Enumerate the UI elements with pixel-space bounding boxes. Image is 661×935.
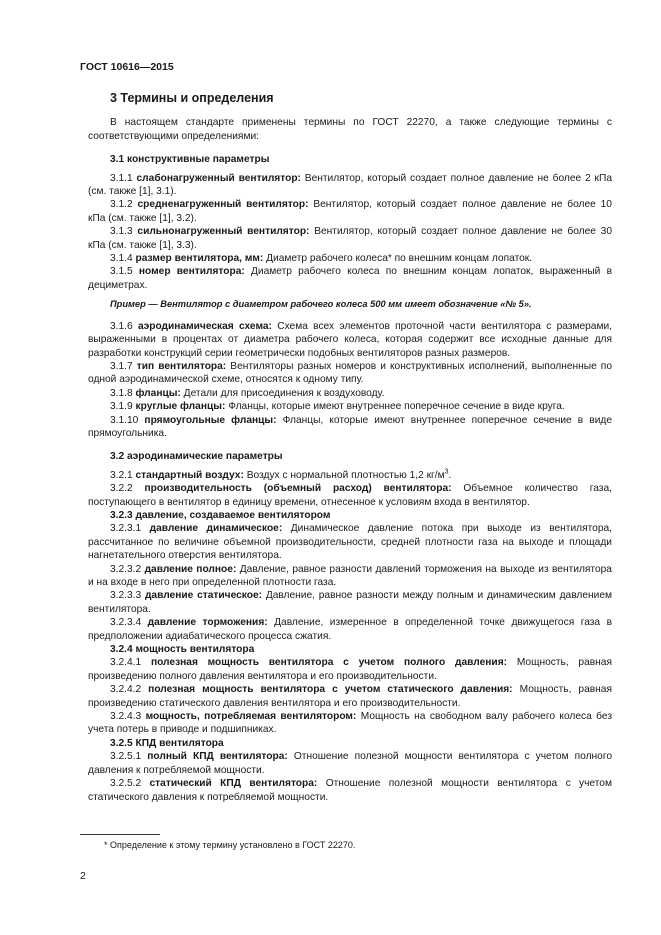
- term-3-2-3-4: 3.2.3.4 давление торможения: Давление, измеренное в определенной точке движущегося газа в предположении адиабатического процесса сжатия.: [88, 617, 612, 642]
- term-3-2-4-3: 3.2.4.3 мощность, потребляемая вентилятором: Мощность на свободном валу рабочего колеса без учета потерь в приводе и подшипниках.: [88, 711, 612, 736]
- section-title: 3 Термины и определения: [110, 91, 274, 105]
- term-3-1-10: 3.1.10 прямоугольные фланцы: Фланцы, которые имеют внутреннее поперечное сечение в виде прямоугольника.: [88, 414, 612, 439]
- term-3-1-9: 3.1.9 круглые фланцы: Фланцы, которые имеют внутреннее поперечное сечение в виде круга.: [110, 401, 565, 413]
- term-3-1-6: 3.1.6 аэродинамическая схема: Схема всех элементов проточной части вентилятора с размерами, выраженными в процентах от диаметра рабочего колеса, которая содержит все исходные данные для разработки конструкций серии геометрически подобных вентиляторов разных размеров.: [88, 320, 612, 359]
- term-3-1-7: 3.1.7 тип вентилятора: Вентиляторы разных номеров и конструктивных исполнений, выполненные по одной аэродинамической схеме, относятся к одному типу.: [88, 360, 612, 386]
- document-body: [88, 92, 612, 804]
- heading-3-2-3: 3.2.3 давление, создаваемое вентилятором: [110, 509, 331, 521]
- term-3-1-1: 3.1.1 слабонагруженный вентилятор: Вентилятор, который создает полное давление не более 2 кПа (см. также [1], 3.1).: [88, 172, 612, 198]
- term-3-2-3-1: 3.2.3.1 давление динамическое: Динамическое давление потока при выходе из вентилятора, рассчитанное по величине объемной производительности, средней плотности газа на выходе и площади нагнетательного отверстия вентилятора.: [88, 523, 612, 562]
- heading-3-2-4: 3.2.4 мощность вентилятора: [110, 644, 255, 656]
- term-3-1-8: 3.1.8 фланцы: Детали для присоединения к воздуховоду.: [110, 387, 385, 399]
- term-3-1-5: 3.1.5 номер вентилятора: Диаметр рабочего колеса по внешним концам лопаток, выраженный в дециметрах.: [88, 266, 612, 291]
- term-3-2-4-1: 3.2.4.1 полезная мощность вентилятора с учетом полного давления: Мощность, равная произведению полного давления вентилятора и его производительности.: [88, 657, 612, 682]
- intro-paragraph: В настоящем стандарте применены термины по ГОСТ 22270, а также следующие термины с соответствующими определениями:: [88, 117, 612, 142]
- term-3-1-3: 3.1.3 сильнонагруженный вентилятор: Вентилятор, который создает полное давление не более 30 кПа (см. также [1], 3.3).: [88, 226, 612, 251]
- subsection-3-2-title: 3.2 аэродинамические параметры: [110, 451, 283, 463]
- term-3-2-2: 3.2.2 производительность (объемный расход) вентилятора: Объемное количество газа, поступающего в вентилятор в единицу времени, отнесенное к условиям входа в вентилятор.: [88, 483, 612, 508]
- heading-3-2-5: 3.2.5 КПД вентилятора: [110, 737, 224, 749]
- term-3-1-2: 3.1.2 средненагруженный вентилятор: Вентилятор, который создает полное давление не более 10 кПа (см. также [1], 3.2).: [88, 199, 612, 224]
- term-3-2-5-1: 3.2.5.1 полный КПД вентилятора: Отношение полезной мощности вентилятора с учетом полного давления к потребляемой мощности.: [88, 751, 612, 776]
- footnote-divider: [80, 834, 160, 835]
- subsection-3-1-title: 3.1 конструктивные параметры: [110, 154, 270, 166]
- footnote: * Определение к этому термину установлено в ГОСТ 22270.: [104, 840, 356, 850]
- page-number: 2: [80, 870, 86, 882]
- term-3-2-3-2: 3.2.3.2 давление полное: Давление, равное разности давлений торможения на выходе из вентилятора и на входе в него при определенной плотности газа.: [88, 563, 612, 588]
- term-3-2-3-3: 3.2.3.3 давление статическое: Давление, равное разности между полным и динамическим давлением вентилятора.: [88, 590, 612, 615]
- document-header: ГОСТ 10616—2015: [80, 61, 174, 73]
- term-3-2-4-2: 3.2.4.2 полезная мощность вентилятора с учетом статического давления: Мощность, равная произведению статического давления вентилятора и его производительности.: [88, 684, 612, 709]
- term-3-1-4: 3.1.4 размер вентилятора, мм: Диаметр рабочего колеса* по внешним концам лопаток.: [110, 253, 533, 265]
- term-3-2-1: 3.2.1 стандартный воздух: Воздух с нормальной плотностью 1,2 $кг/м^3$.: [110, 468, 452, 481]
- example-note: Пример — Вентилятор с диаметром рабочего колеса 500 мм имеет обозначение «№ 5».: [110, 299, 532, 310]
- term-3-2-5-2: 3.2.5.2 статический КПД вентилятора: Отношение полезной мощности вентилятора с учетом статического давления к потребляемой мощности.: [88, 778, 612, 803]
